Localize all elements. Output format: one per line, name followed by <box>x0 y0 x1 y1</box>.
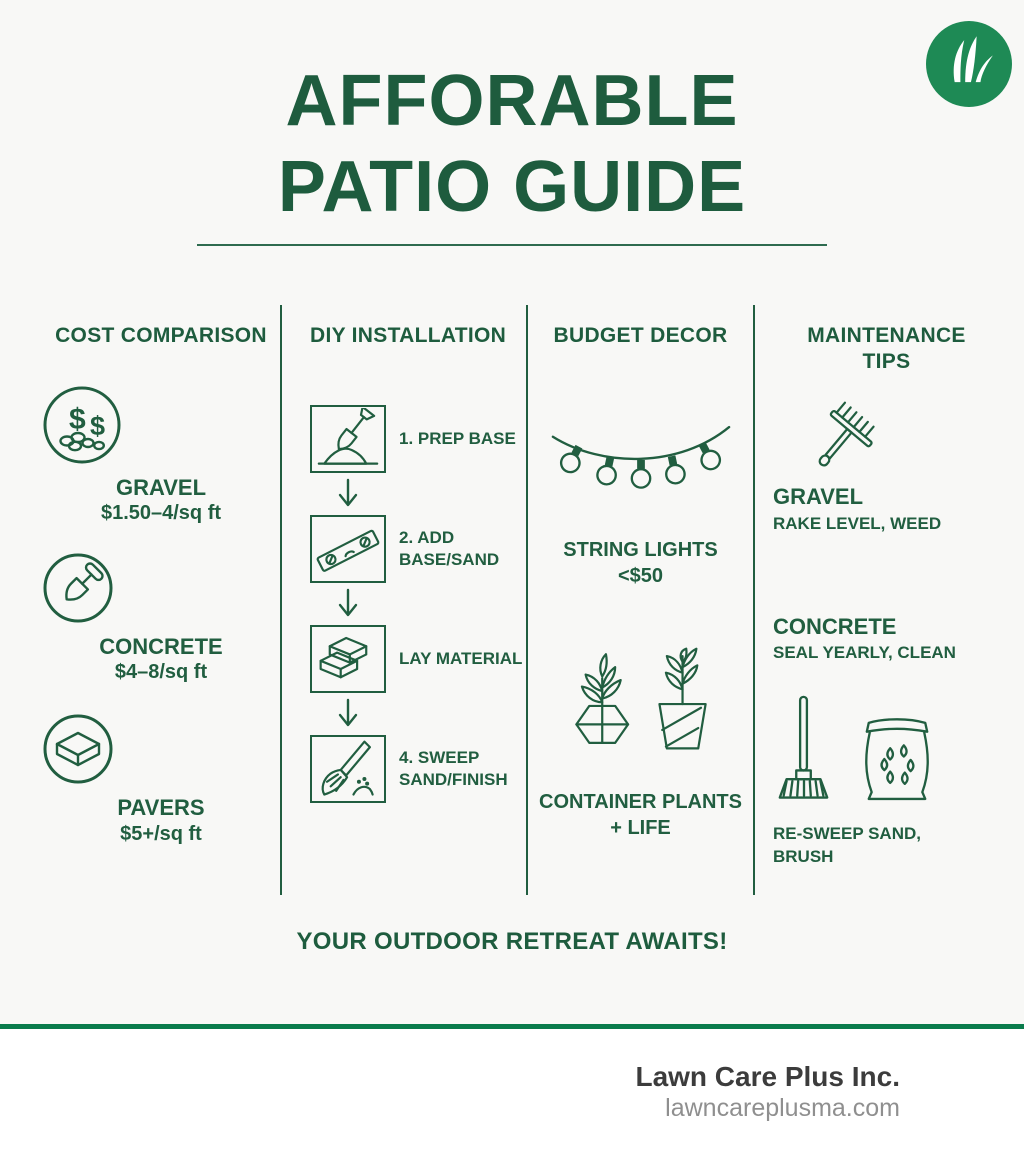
diy-steps <box>310 405 526 803</box>
decor-item-label: CONTAINER PLANTS <box>539 790 742 813</box>
diy-step-label: 2. ADD BASE/SAND <box>399 527 500 569</box>
container-plants-icon <box>561 645 721 765</box>
maintenance-tips-heading: MAINTENANCE TIPS <box>807 324 966 373</box>
cost-comparison-heading: COST COMPARISON <box>55 324 267 347</box>
arrow-down-icon <box>310 583 386 625</box>
budget-decor-heading: BUDGET DECOR <box>553 324 728 347</box>
shovel-icon <box>42 552 280 624</box>
tagline: YOUR OUTDOOR RETREAT AWAITS! <box>296 928 728 955</box>
grass-logo-icon <box>926 21 1012 107</box>
spirit-level-icon <box>310 515 386 583</box>
string-lights-icon <box>549 423 733 497</box>
maintenance-icons-row <box>773 693 1000 815</box>
company-name: Lawn Care Plus Inc. <box>635 1061 900 1092</box>
cost-item-name: CONCRETE <box>99 633 223 659</box>
cost-item-price: $5+/sq ft <box>120 822 202 845</box>
diy-step-3 <box>310 625 526 693</box>
website-url: lawncareplusma.com <box>665 1093 900 1122</box>
dig-shovel-icon <box>310 405 386 473</box>
diy-step-label: LAY MATERIAL <box>399 648 523 668</box>
diy-step-label: 1. PREP BASE <box>399 428 516 448</box>
column-diy-installation <box>282 305 528 895</box>
content-columns <box>0 305 1024 895</box>
decor-item-label: STRING LIGHTS <box>563 538 718 561</box>
diy-step-1 <box>310 405 526 473</box>
footer <box>0 1029 1024 1154</box>
diy-step-2 <box>310 515 526 583</box>
decor-item-sub: <$50 <box>617 564 664 587</box>
diy-step-4 <box>310 735 526 803</box>
maintenance-item-name: CONCRETE <box>773 613 897 639</box>
column-budget-decor <box>528 305 755 895</box>
rake-icon <box>797 396 885 480</box>
column-maintenance-tips <box>755 305 1022 895</box>
diy-step-label: 4. SWEEP SAND/FINISH <box>399 747 508 789</box>
column-cost-comparison <box>0 305 282 895</box>
page-title-line2: PATIO GUIDE <box>277 147 747 228</box>
push-broom-icon <box>773 693 835 815</box>
cost-item-price: $1.50–4/sq ft <box>100 501 222 524</box>
page-title-line1: AFFORABLE <box>285 61 739 141</box>
maintenance-item-tip: RE-SWEEP SAND, BRUSH <box>773 823 921 866</box>
footer-text-block <box>635 1062 900 1124</box>
maintenance-item-tip: RAKE LEVEL, WEED <box>773 513 942 533</box>
arrow-down-icon <box>310 473 386 515</box>
paver-block-icon <box>42 713 280 785</box>
cost-item-name: PAVERS <box>117 795 205 821</box>
dollar-glyph: $ <box>69 402 86 436</box>
cost-item-price: $4–8/sq ft <box>114 661 208 684</box>
maintenance-item-tip: SEAL YEARLY, CLEAN <box>773 642 956 662</box>
maintenance-item-name: GRAVEL <box>773 484 864 510</box>
diy-installation-heading: DIY INSTALLATION <box>310 324 507 347</box>
bricks-icon <box>310 625 386 693</box>
title-divider <box>197 244 827 246</box>
sand-bag-icon <box>859 711 935 805</box>
arrow-down-icon <box>310 693 386 735</box>
dollar-glyph: $ <box>90 410 106 441</box>
page-title <box>0 58 1024 231</box>
sweep-broom-icon <box>310 735 386 803</box>
money-gravel-icon <box>42 385 280 465</box>
cost-item-name: GRAVEL <box>115 474 207 500</box>
decor-item-sub: + LIFE <box>610 816 671 839</box>
